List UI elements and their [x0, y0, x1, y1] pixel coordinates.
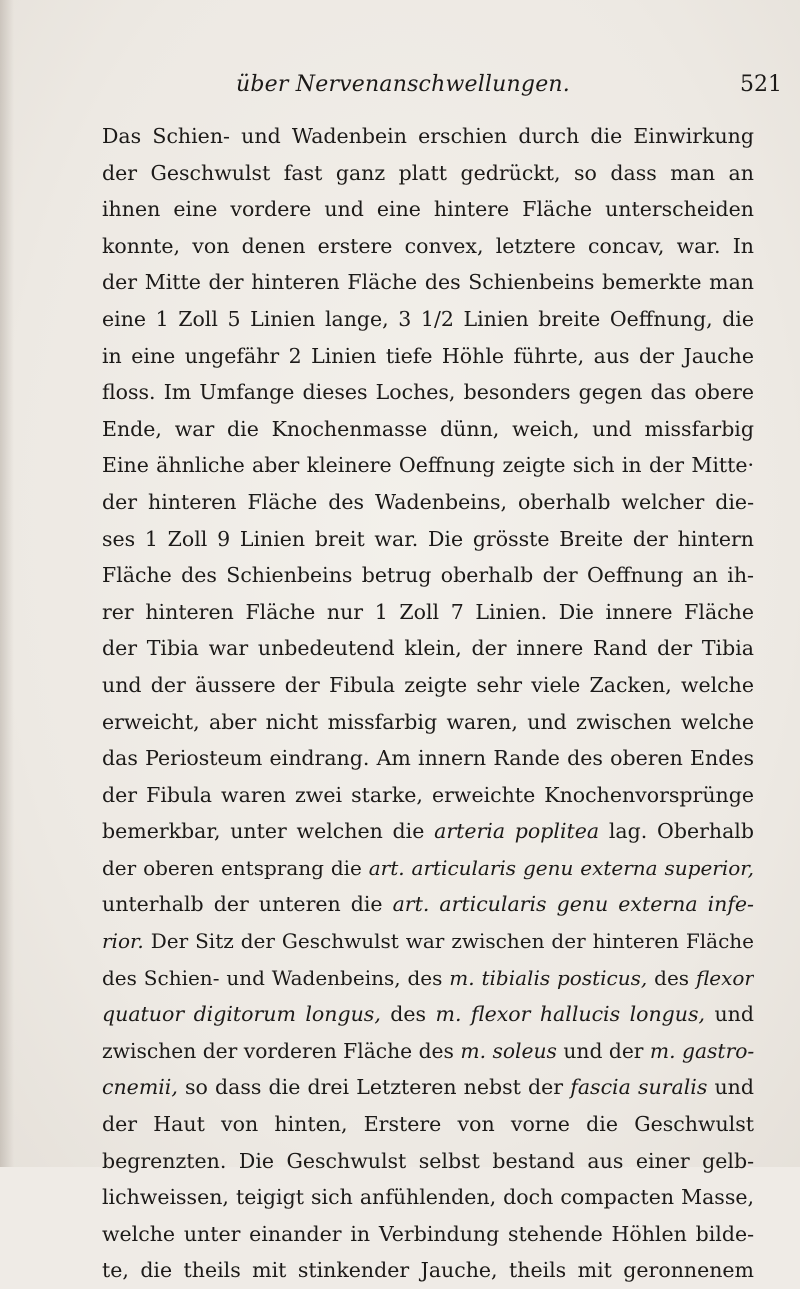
text-segment: und der äussere der Fibula zeigte sehr viele Zacken, welche — [102, 672, 754, 697]
text-segment: eine 1 Zoll 5 Linien lange, 3 1/2 Linien breite Oeffnung, die — [102, 306, 754, 331]
text-line — [102, 1179, 754, 1216]
text-segment: erweicht, aber nicht missfarbig waren, und zwischen welche — [102, 709, 754, 734]
text-segment: te, die theils mit stinkender Jauche, theils mit geronnenem — [102, 1258, 754, 1283]
text-line — [102, 777, 754, 814]
text-line — [102, 704, 754, 741]
text-line — [102, 630, 754, 667]
binding-shadow — [0, 0, 14, 1167]
text-line — [102, 667, 754, 704]
text-segment: Fläche des Schienbeins betrug oberhalb der Oeffnung an ih- — [102, 563, 754, 588]
italic-term: quatuor digitorum longus, — [102, 1002, 381, 1027]
text-line — [102, 1252, 754, 1289]
text-line — [102, 850, 754, 887]
text-segment: Das Schien- und Wadenbein erschien durch die Einwirkung — [102, 124, 754, 148]
text-line — [102, 301, 754, 338]
text-line — [102, 1069, 754, 1106]
text-line — [102, 557, 754, 594]
italic-term: cnemii, — [102, 1075, 178, 1100]
text-segment: in eine ungefähr 2 Linien tiefe Höhle führte, aus der Jauche — [102, 343, 754, 368]
italic-term: art. articularis genu externa infe- — [392, 892, 754, 917]
page-number: 521 — [740, 72, 782, 97]
text-line — [102, 996, 754, 1033]
text-segment: konnte, von denen erstere convex, letztere concav, war. In — [102, 233, 754, 258]
italic-term: arteria poplitea — [434, 819, 600, 844]
text-segment: der oberen entsprang die — [102, 855, 369, 880]
text-line — [102, 960, 754, 997]
text-line — [102, 813, 754, 850]
text-segment: und der — [556, 1038, 650, 1063]
text-segment: der Fibula waren zwei starke, erweichte Knochenvorsprünge — [102, 782, 754, 807]
text-segment: lag. Oberhalb — [599, 819, 754, 844]
text-line — [102, 411, 754, 448]
text-segment: so dass die drei Letzteren nebst der — [177, 1075, 571, 1100]
text-segment: der Tibia war unbedeutend klein, der innere Rand der Tibia — [102, 636, 754, 661]
text-line — [102, 1143, 754, 1180]
italic-term: art. articularis genu externa superior, — [368, 855, 754, 880]
body-text — [102, 118, 754, 1289]
text-line — [102, 740, 754, 777]
text-segment: Der Sitz der Geschwulst war zwischen der hinteren Fläche — [143, 929, 754, 954]
text-segment: ses 1 Zoll 9 Linien breit war. Die grösste Breite der hintern — [102, 526, 754, 551]
text-segment: rer hinteren Fläche nur 1 Zoll 7 Linien. Die innere Fläche — [102, 599, 754, 624]
italic-term: m. soleus — [460, 1038, 557, 1063]
italic-term: m. flexor hallucis longus, — [435, 1002, 706, 1027]
text-segment: Ende, war die Knochenmasse dünn, weich, und missfarbig — [102, 416, 754, 441]
text-line — [102, 264, 754, 301]
text-segment: welche unter einander in Verbindung stehende Höhlen bilde- — [102, 1221, 754, 1246]
italic-term: rior. — [102, 929, 144, 954]
page-header — [0, 66, 800, 106]
text-segment: und — [705, 1002, 754, 1027]
text-line — [102, 118, 754, 155]
text-segment: das Periosteum eindrang. Am innern Rande des oberen Endes — [102, 746, 754, 771]
text-line — [102, 155, 754, 192]
text-line — [102, 191, 754, 228]
italic-term: m. tibialis posticus, — [449, 965, 648, 990]
text-segment: bemerkbar, unter welchen die — [102, 819, 435, 844]
text-line — [102, 1216, 754, 1253]
italic-term: flexor — [695, 965, 754, 990]
text-line — [102, 886, 754, 923]
text-segment: ihnen eine vordere und eine hintere Fläche unterscheiden — [102, 197, 754, 222]
text-segment: des — [647, 965, 696, 990]
text-line — [102, 484, 754, 521]
text-line — [102, 594, 754, 631]
italic-term: m. gastro- — [649, 1038, 754, 1063]
text-segment: der Mitte der hinteren Fläche des Schienbeins bemerkte man — [102, 270, 754, 295]
text-line — [102, 1106, 754, 1143]
text-line — [102, 521, 754, 558]
text-segment: zwischen der vorderen Fläche des — [102, 1038, 461, 1063]
text-segment: und — [707, 1075, 754, 1100]
running-title: über Nervenanschwellungen. — [236, 72, 570, 97]
text-segment: der hinteren Fläche des Wadenbeins, oberhalb welcher die- — [102, 489, 754, 514]
text-line — [102, 228, 754, 265]
text-segment: lichweissen, teigigt sich anfühlenden, doch compacten Masse, — [102, 1185, 754, 1210]
text-segment: floss. Im Umfange dieses Loches, besonders gegen das obere — [102, 380, 754, 405]
text-line — [102, 923, 754, 960]
text-segment: unterhalb der unteren die — [102, 892, 393, 917]
text-segment: der Geschwulst fast ganz platt gedrückt, so dass man an — [102, 160, 754, 185]
text-segment: des Schien- und Wadenbeins, des — [102, 965, 450, 990]
text-segment: des — [380, 1002, 436, 1027]
text-segment: der Haut von hinten, Erstere von vorne die Geschwulst — [102, 1112, 754, 1137]
text-line — [102, 374, 754, 411]
text-segment: begrenzten. Die Geschwulst selbst bestand aus einer gelb- — [102, 1148, 754, 1173]
text-line — [102, 447, 754, 484]
italic-term: fascia suralis — [570, 1075, 708, 1100]
text-line — [102, 1033, 754, 1070]
text-segment: Eine ähnliche aber kleinere Oeffnung zeigte sich in der Mitte· — [102, 453, 754, 478]
text-line — [102, 338, 754, 375]
